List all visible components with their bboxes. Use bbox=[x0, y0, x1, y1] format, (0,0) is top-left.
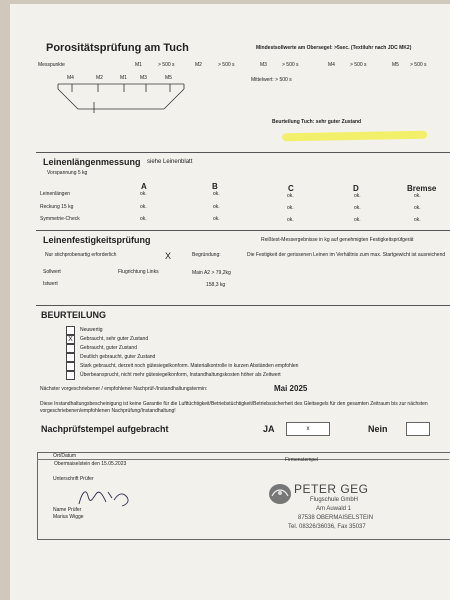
porosity-title: Porositätsprüfung am Tuch bbox=[46, 42, 189, 54]
assessment-option-label: Gebraucht, sehr guter Zustand bbox=[80, 336, 149, 342]
wing-diagram-label: M4 bbox=[67, 75, 74, 81]
assessment-option-label: Stark gebraucht, derzeit noch gütesiegelkonform. Materialkontrolle in kurzen Abständen empfohlen bbox=[80, 363, 299, 369]
highlight-marker bbox=[282, 131, 427, 142]
column-header: A bbox=[141, 182, 147, 191]
reason-label: Begründung: bbox=[192, 252, 221, 258]
point-value: > 500 s bbox=[350, 62, 367, 68]
assessment-option-label: Deutlich gebraucht, guter Zustand bbox=[80, 354, 156, 360]
company-logo-icon bbox=[267, 482, 293, 506]
wing-diagram bbox=[54, 82, 190, 116]
point-value: > 500 s bbox=[410, 62, 427, 68]
assessment-checkbox[interactable] bbox=[66, 371, 75, 380]
assessment-checkbox[interactable] bbox=[66, 353, 75, 362]
table-cell: ok. bbox=[354, 205, 361, 211]
section-divider bbox=[36, 230, 450, 231]
mean-value: Mittelwert: > 500 s bbox=[251, 77, 292, 83]
actual-value: 158,3 kg bbox=[206, 282, 226, 288]
table-cell: ok. bbox=[414, 217, 421, 223]
target-label: Sollwert bbox=[43, 269, 61, 275]
stamp-phone: Tel. 08326/36036, Fax 35037 bbox=[288, 524, 366, 530]
table-cell: ok. bbox=[213, 204, 220, 210]
column-header: C bbox=[288, 184, 294, 193]
table-cell: ok. bbox=[213, 191, 220, 197]
table-cell: ok. bbox=[287, 193, 294, 199]
disclaimer-text: Diese Instandhaltungsbescheinigung ist keine Garantie für die Lufttüchtigkeit/Betriebstüchtigkeit/Betriebssicherheit des Gleitsegels für den gesamten Zeitraum bis zur nächsten vorgeschriebenen/empfohlenen Nachprüfung/Instandhaltung! bbox=[40, 401, 428, 414]
assessment-option-label: Neuwertig bbox=[80, 327, 103, 333]
section-divider bbox=[36, 305, 450, 306]
section-divider bbox=[36, 152, 450, 153]
next-inspection-date: Mai 2025 bbox=[274, 384, 308, 393]
row-label: Leinenlängen bbox=[40, 191, 71, 197]
stamp-company-sub: Flugschule GmbH bbox=[310, 497, 359, 503]
point-value: > 500 s bbox=[218, 62, 235, 68]
place-date-label: Ort/Datum bbox=[53, 453, 77, 459]
assessment-title: BEURTEILUNG bbox=[41, 310, 106, 320]
column-header: D bbox=[353, 184, 359, 193]
yes-checkbox[interactable]: x bbox=[286, 422, 330, 436]
measure-points-label: Messpunkte bbox=[38, 62, 65, 68]
table-cell: ok. bbox=[287, 217, 294, 223]
table-cell: ok. bbox=[140, 204, 147, 210]
inspection-stamp-label: Nachprüfstempel aufgebracht bbox=[41, 424, 169, 434]
table-cell: ok. bbox=[213, 216, 220, 222]
point-label: M1 bbox=[135, 62, 142, 68]
signature-block-divider bbox=[37, 459, 449, 460]
point-label: M2 bbox=[195, 62, 202, 68]
point-label: M3 bbox=[260, 62, 267, 68]
table-cell: ok. bbox=[354, 193, 361, 199]
pretension-label: Vorspannung 5 kg bbox=[47, 170, 88, 176]
wing-diagram-label: M3 bbox=[140, 75, 147, 81]
no-label: Nein bbox=[368, 424, 388, 434]
table-cell: ok. bbox=[287, 205, 294, 211]
wing-diagram-label: M2 bbox=[96, 75, 103, 81]
main-line-target: Main A2 > 79,2kg bbox=[192, 270, 231, 276]
signature-label: Unterschrift Prüfer bbox=[53, 476, 94, 482]
yes-label: JA bbox=[263, 424, 275, 434]
wing-diagram-label: M5 bbox=[165, 75, 172, 81]
actual-label: Istwert bbox=[43, 281, 58, 287]
point-value: > 500 s bbox=[158, 62, 175, 68]
column-header: B bbox=[212, 182, 218, 191]
flight-direction: Flugrichtung Links bbox=[118, 269, 159, 275]
place-date-value: Obermaiselstein den 15.05.2023 bbox=[54, 461, 127, 467]
stamp-company-name: PETER GEG bbox=[294, 482, 369, 496]
line-length-title: Leinenlängenmessung bbox=[43, 157, 141, 167]
point-label: M5 bbox=[392, 62, 399, 68]
sample-check-mark: X bbox=[165, 251, 172, 261]
sample-label: Nur stichprobenartig erforderlich bbox=[45, 252, 117, 258]
min-values-note: Mindestsollwerte am Obersegel: >5sec. (Textiluhr nach JDC MK2) bbox=[256, 45, 412, 51]
fabric-assessment: Beurteilung Tuch: sehr guter Zustand bbox=[272, 119, 362, 125]
table-cell: ok. bbox=[354, 217, 361, 223]
assessment-checkbox[interactable] bbox=[66, 344, 75, 353]
column-header: Bremse bbox=[407, 184, 437, 193]
strength-test-note: Reißtest-Messergebnisse in kg auf genehmigten Festigkeitsprüfgerät bbox=[261, 237, 414, 243]
line-length-subtitle: siehe Leinenblatt bbox=[147, 159, 193, 165]
assessment-option-label: Überbeansprucht, nicht mehr gütesiegelkonform, Instandhaltungskosten höher als Zeitwert bbox=[80, 372, 281, 378]
table-cell: ok. bbox=[140, 216, 147, 222]
assessment-checkbox[interactable]: X bbox=[66, 335, 75, 344]
wing-diagram-label: M1 bbox=[120, 75, 127, 81]
stamp-city: 87538 OBERMAISELSTEIN bbox=[298, 515, 374, 521]
next-inspection-label: Nächster vorgeschriebener / empfohlener Nachprüf-/Instandhaltungstermin: bbox=[40, 386, 208, 392]
company-stamp-label: Firmenstempel bbox=[285, 457, 319, 463]
reason-text: Die Festigkeit der gerissenen Leinen im Verhältnis zum max. Startgewicht ist ausreichend bbox=[247, 252, 446, 258]
assessment-checkbox[interactable] bbox=[66, 326, 75, 335]
stamp-street: Am Auwald 1 bbox=[316, 506, 352, 512]
inspector-name-value: Marius Wigge bbox=[53, 514, 84, 520]
point-value: > 500 s bbox=[282, 62, 299, 68]
table-cell: ok. bbox=[140, 191, 147, 197]
point-label: M4 bbox=[328, 62, 335, 68]
inspector-name-label: Name Prüfer bbox=[53, 507, 82, 513]
table-cell: ok. bbox=[414, 193, 421, 199]
no-checkbox[interactable] bbox=[406, 422, 430, 436]
row-label: Symmetrie-Check bbox=[40, 216, 80, 222]
table-cell: ok. bbox=[414, 205, 421, 211]
certificate-page bbox=[10, 4, 450, 600]
assessment-option-label: Gebraucht, guter Zustand bbox=[80, 345, 137, 351]
handwritten-signature bbox=[76, 484, 136, 510]
assessment-checkbox[interactable] bbox=[66, 362, 75, 371]
row-label: Reckung 15 kg bbox=[40, 204, 74, 210]
line-strength-title: Leinenfestigkeitsprüfung bbox=[43, 235, 151, 245]
